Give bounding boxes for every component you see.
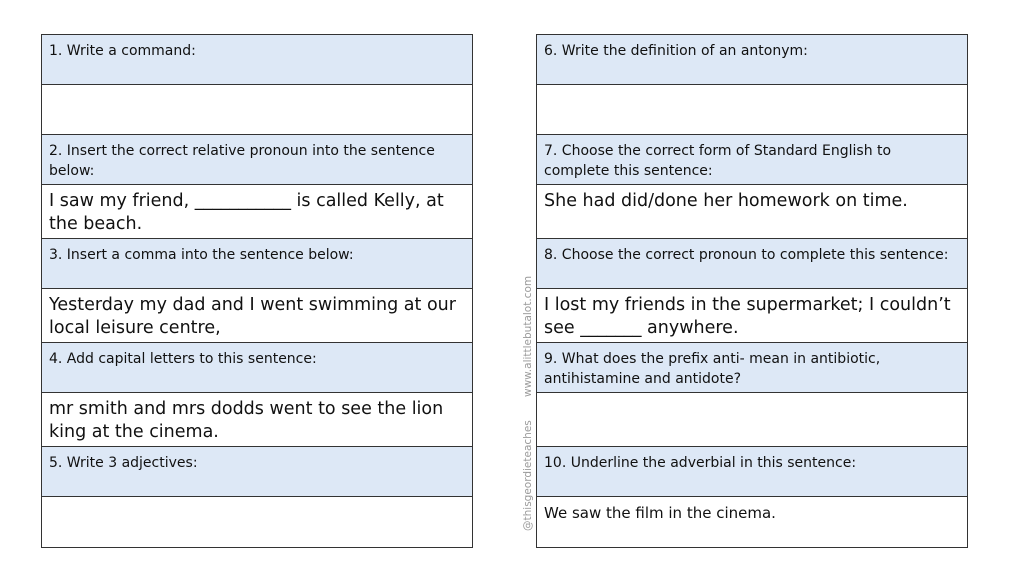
website-watermark: www.alittlebutalot.com: [522, 275, 534, 397]
question-2-answer-box[interactable]: I saw my friend, ___________ is called Kelly, at the beach.: [42, 185, 472, 239]
question-10-answer-box[interactable]: We saw the film in the cinema.: [537, 497, 967, 547]
question-8-answer-box[interactable]: I lost my friends in the supermarket; I couldn’t see _______ anywhere.: [537, 289, 967, 343]
question-1-prompt: 1. Write a command:: [42, 35, 472, 85]
question-1-answer-box[interactable]: [42, 85, 472, 135]
question-8-prompt: 8. Choose the correct pronoun to complete this sentence:: [537, 239, 967, 289]
question-9-answer-box[interactable]: [537, 393, 967, 447]
question-4-answer-box[interactable]: mr smith and mrs dodds went to see the lion king at the cinema.: [42, 393, 472, 447]
question-4-prompt: 4. Add capital letters to this sentence:: [42, 343, 472, 393]
question-9-prompt: 9. What does the prefix anti- mean in antibiotic, antihistamine and antidote?: [537, 343, 967, 393]
question-3-prompt: 3. Insert a comma into the sentence below:: [42, 239, 472, 289]
right-question-table: [536, 34, 968, 548]
question-7-prompt: 7. Choose the correct form of Standard English to complete this sentence:: [537, 135, 967, 185]
question-6-prompt: 6. Write the definition of an antonym:: [537, 35, 967, 85]
question-10-prompt: 10. Underline the adverbial in this sentence:: [537, 447, 967, 497]
question-5-prompt: 5. Write 3 adjectives:: [42, 447, 472, 497]
handle-watermark: @thisgeordieteaches: [522, 420, 534, 531]
question-7-answer-box[interactable]: She had did/done her homework on time.: [537, 185, 967, 239]
question-3-answer-box[interactable]: Yesterday my dad and I went swimming at our local leisure centre,: [42, 289, 472, 343]
question-6-answer-box[interactable]: [537, 85, 967, 135]
question-2-prompt: 2. Insert the correct relative pronoun into the sentence below:: [42, 135, 472, 185]
left-question-table: [41, 34, 473, 548]
question-5-answer-box[interactable]: [42, 497, 472, 547]
watermark-strip: [522, 0, 536, 575]
